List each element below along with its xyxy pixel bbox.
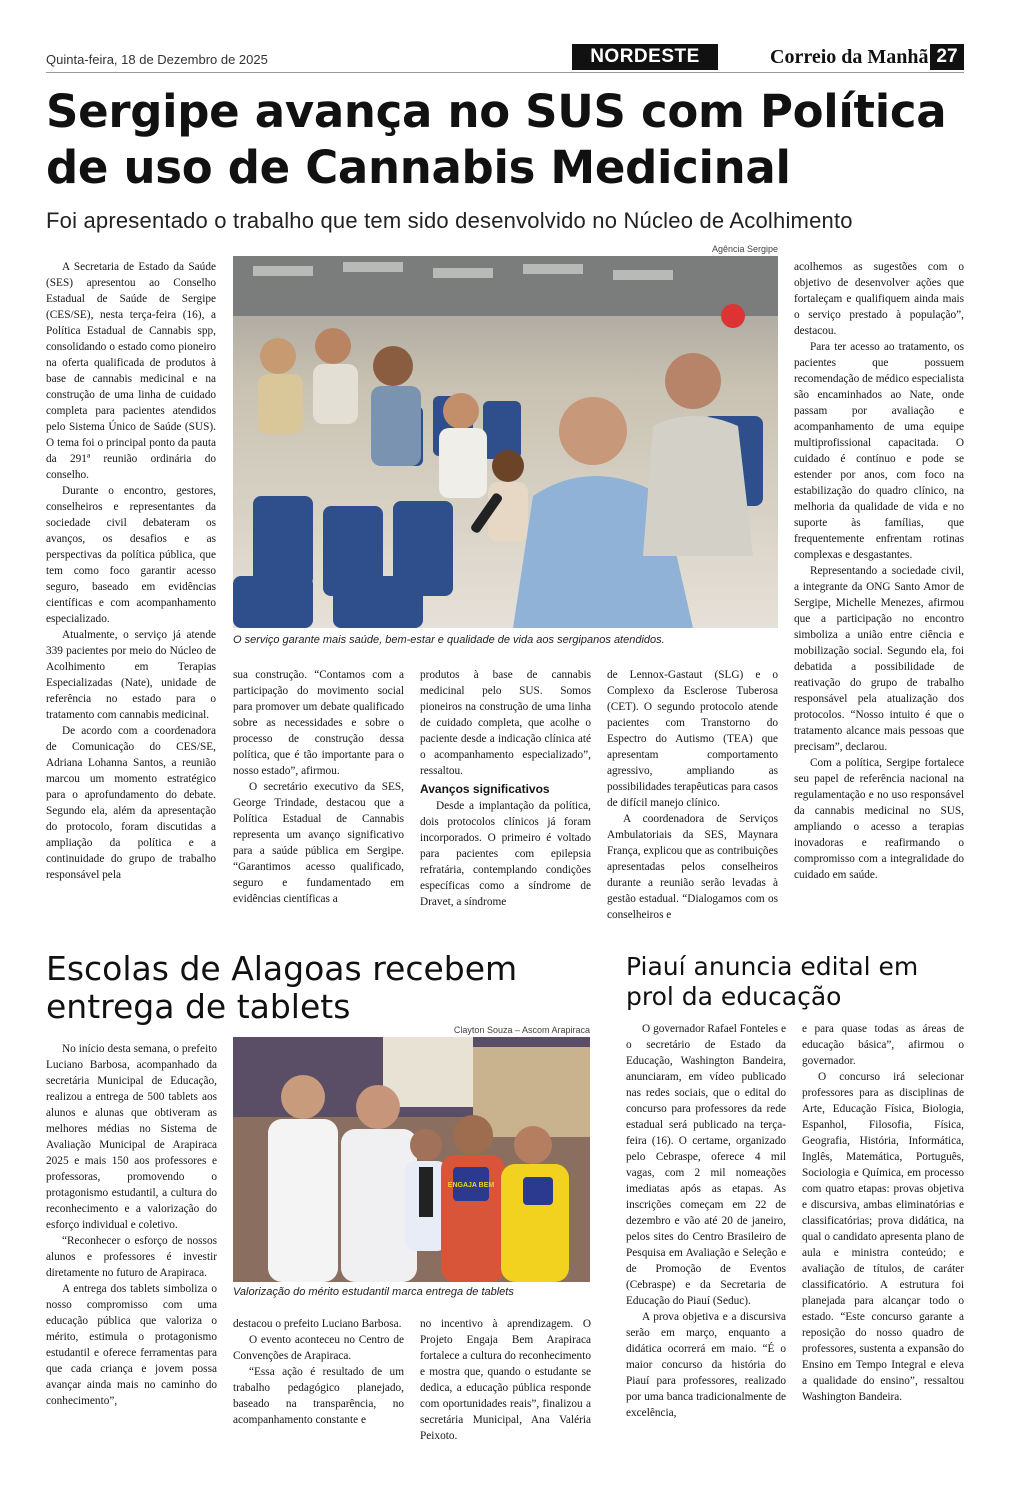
article1-photo-credit: Agência Sergipe xyxy=(711,244,778,254)
paragraph: O concurso irá selecionar professores para as disciplinas de Arte, Educação Física, Biologia, Espanhol, Filosofia, Física, Geografia, História, Informática, Inglês, Matemática, Português, Sociologia e Química, em processo com quatro etapas: provas objetiva e discursiva, ambas eliminatórias e classificatórias; prova didática, na qual o candidato apresenta plano de aula e ministra conteúdo; e avaliação de títulos, de caráter classificatório. A estrutura foi planejada para alcançar todo o estado. “Este concurso garante a reposição do nosso quadro de professores, sustenta a expansão do Ensino em Tempo Integral e eleva a qualidade do ensino”, ressaltou Washington Bandeira. xyxy=(802,1071,964,1403)
article1-column-5 xyxy=(794,259,964,883)
paragraph: De acordo com a coordenadora de Comunicação do CES/SE, Adriana Lohanna Santos, a reunião marcou um momento estratégico para o aprofundamento do debate. Segundo ela, além da apresentação do protocolo, foram discutidas a ampliação da política e a continuidade do grupo de trabalho responsável pela xyxy=(46,725,216,881)
paragraph: sua construção. “Contamos com a participação do movimento social para promover um debate qualificado sobre as necessidades e sobre o processo de construção dessa política, que é tão importante para o nosso estado”, afirmou. xyxy=(233,669,404,777)
paragraph: Representando a sociedade civil, a integrante da ONG Santo Amor de Sergipe, Michelle Menezes, afirmou que a participação no encontro simboliza a união entre ciência e mobilização social. Segundo ela, foi debatida a possibilidade de reativação do grupo de trabalho responsável pela atualização dos protocolos. “Nosso intuito é que o tratamento alcance mais pessoas que precisam”, declarou. xyxy=(794,565,964,753)
paragraph: de Lennox-Gastaut (SLG) e o Complexo da Esclerose Tuberosa (CET). O segundo protocolo atende pacientes com Transtorno do Espectro do Autismo (TEA) que apresentam comportamento agressivo, ampliando as possibilidades terapêuticas para casos de difícil manejo clínico. xyxy=(607,669,778,809)
article1-column-1 xyxy=(46,259,216,883)
article3-column-2 xyxy=(802,1021,964,1405)
paragraph: produtos à base de cannabis medicinal pelo SUS. Somos pioneiros na construção de uma linha de cuidado completa, que acolhe o paciente desde a indicação clínica até o acompanhamento especializado”, ressaltou. xyxy=(420,669,591,777)
paragraph: O evento aconteceu no Centro de Convenções de Arapiraca. xyxy=(233,1334,404,1362)
paragraph: no incentivo à aprendizagem. O Projeto Engaja Bem Arapiraca fortalece a cultura do reconhecimento e mostra que, quando o estudante se dedica, a educação pública responde com oportunidades reais”, finalizou a secretária Municipal, Ana Valéria Peixoto. xyxy=(420,1318,591,1442)
article1-caption: O serviço garante mais saúde, bem-estar e qualidade de vida aos sergipanos atendidos. xyxy=(233,634,665,646)
paragraph: A entrega dos tablets simboliza o nosso compromisso com uma educação pública que valoriza o mérito, estimula o protagonismo estudantil e oferece ferramentas para que cada criança e jovem possa avançar ainda mais no caminho do conhecimento”, xyxy=(46,1283,217,1407)
article3-headline: Piauí anuncia edital em prol da educação xyxy=(626,952,919,1011)
article1-subtitle: Foi apresentado o trabalho que tem sido desenvolvido no Núcleo de Acolhimento xyxy=(46,208,853,233)
page-number: 27 xyxy=(930,44,964,70)
paragraph: destacou o prefeito Luciano Barbosa. xyxy=(233,1318,402,1330)
paragraph: “Essa ação é resultado de um trabalho pedagógico planejado, baseado na transparência, no acompanhamento constante e xyxy=(233,1366,404,1426)
article2-headline: Escolas de Alagoas recebem entrega de tablets xyxy=(46,949,518,1026)
article2-caption: Valorização do mérito estudantil marca entrega de tablets xyxy=(233,1286,514,1298)
paragraph: Para ter acesso ao tratamento, os pacientes que possuem recomendação de médico especialista são encaminhados ao Nate, onde passam por avaliação e acompanhamento de uma equipe multiprofissional capacitada. O cuidado é contínuo e pode se estender por anos, com foco na estabilização do quadro clínico, na melhoria da qualidade de vida e no suporte às famílias, que frequentemente enfrentam rotinas complexas e desgastantes. xyxy=(794,341,964,561)
article2-column-3 xyxy=(420,1316,591,1444)
paragraph: “Reconhecer o esforço de nossos alunos e professores é investir diretamente no futuro de Arapiraca. xyxy=(46,1235,217,1279)
section-label: NORDESTE xyxy=(572,44,718,70)
newspaper-logo: Correio da Manhã xyxy=(770,46,929,68)
article2-photo xyxy=(233,1037,590,1282)
header-divider xyxy=(46,72,964,73)
paragraph: e para quase todas as áreas de educação básica”, afirmou o governador. xyxy=(802,1023,964,1067)
paragraph: No início desta semana, o prefeito Luciano Barbosa, acompanhado da secretária Municipal de Educação, realizou a entrega de 500 tablets aos alunos e alunas que obtiveram as melhores médias no Sistema de Avaliação Municipal de Arapiraca 2025 e mais 150 aos professores e professoras, promovendo o protagonismo estudantil, a cultura do reconhecimento e a valorização do esforço individual e coletivo. xyxy=(46,1043,217,1231)
paragraph: Desde a implantação da política, dois protocolos clínicos já foram incorporados. O primeiro é voltado para pacientes com epilepsia refratária, contemplando condições específicas como a síndrome de Dravet, a síndrome xyxy=(420,800,591,908)
article1-column-3 xyxy=(420,667,591,910)
article1-column-4 xyxy=(607,667,778,923)
paragraph: O secretário executivo da SES, George Trindade, destacou que a Política Estadual de Cannabis representa um avanço significativo para a saúde pública em Sergipe. “Garantimos acesso qualificado, seguro e fundamentado em evidências científicas a xyxy=(233,781,404,905)
issue-date: Quinta-feira, 18 de Dezembro de 2025 xyxy=(46,52,268,67)
article2-column-2 xyxy=(233,1316,404,1428)
article2-column-1 xyxy=(46,1041,217,1409)
article3-column-1 xyxy=(626,1021,786,1421)
article1-headline: Sergipe avança no SUS com Política de uso de Cannabis Medicinal xyxy=(46,85,947,194)
paragraph: A Secretaria de Estado da Saúde (SES) apresentou ao Conselho Estadual de Saúde de Sergipe (CES/SE), nesta terça-feira (16), a Política Estadual de Cannabis spp, consolidando o estado como pioneiro na oferta qualificada de produtos à base de cannabis medicinal e na construção de uma linha de cuidado completa para pacientes atendidos pelo Sistema Único de Saúde (SUS). O tema foi o principal ponto da pauta da 291ª reunião ordinária do conselho. xyxy=(46,261,216,481)
tablets-photo-illustration xyxy=(233,1037,590,1282)
article2-photo-credit: Clayton Souza – Ascom Arapiraca xyxy=(453,1025,590,1035)
engaja-sign: ENGAJA BEM xyxy=(447,1182,495,1189)
paragraph: acolhemos as sugestões com o objetivo de desenvolver ações que fortaleçam e qualifiquem ainda mais o serviço prestado à população”, destacou. xyxy=(794,261,964,337)
article1-photo xyxy=(233,256,778,628)
paragraph: Atualmente, o serviço já atende 339 pacientes por meio do Núcleo de Acolhimento em Terapias Especializadas (Nate), unidade de referência no estado para o tratamento com cannabis medicinal. xyxy=(46,629,216,721)
paragraph: A prova objetiva e a discursiva serão em março, enquanto a didática ocorrerá em maio. “É o maior concurso da história do Piauí para professores, realizado por uma banca tradicionalmente de excelência, xyxy=(626,1311,786,1419)
paragraph: Durante o encontro, gestores, conselheiros e representantes da sociedade civil debateram os avanços, os desafios e as perspectivas da política pública, que tem como foco garantir acesso seguro, baseado em evidências científicas e com acompanhamento especializado. xyxy=(46,485,216,625)
paragraph: A coordenadora de Serviços Ambulatoriais da SES, Maynara França, explicou que as contribuições apresentadas pelos conselheiros durante a reunião serão levadas à gestão estadual. “Dialogamos com os conselheiros e xyxy=(607,813,778,921)
paragraph: O governador Rafael Fonteles e o secretário de Estado da Educação, Washington Bandeira, anunciaram, em vídeo publicado nas redes sociais, que o edital do concurso para professores da rede estadual será publicado na terça-feira (16). O certame, organizado pelo Cebraspe, oferece 4 mil vagas, com 2 mil nomeações imediatas após as etapas. As inscrições começam em 22 de dezembro e vão até 20 de janeiro, pelos sites do Centro Brasileiro de Pesquisa em Avaliação e Seleção e de Promoção de Eventos (Cebraspe) e da Secretaria de Educação do Piauí (Seduc). xyxy=(626,1023,786,1307)
paragraph: Com a política, Sergipe fortalece seu papel de referência nacional na regulamentação e no uso responsável da cannabis medicinal no SUS, ampliando o acesso a terapias inovadoras e reafirmando o compromisso com a integralidade do cuidado em saúde. xyxy=(794,757,964,881)
meeting-photo-illustration xyxy=(233,256,778,628)
article1-subheading: Avanços significativos xyxy=(420,782,550,796)
article1-column-2 xyxy=(233,667,404,907)
